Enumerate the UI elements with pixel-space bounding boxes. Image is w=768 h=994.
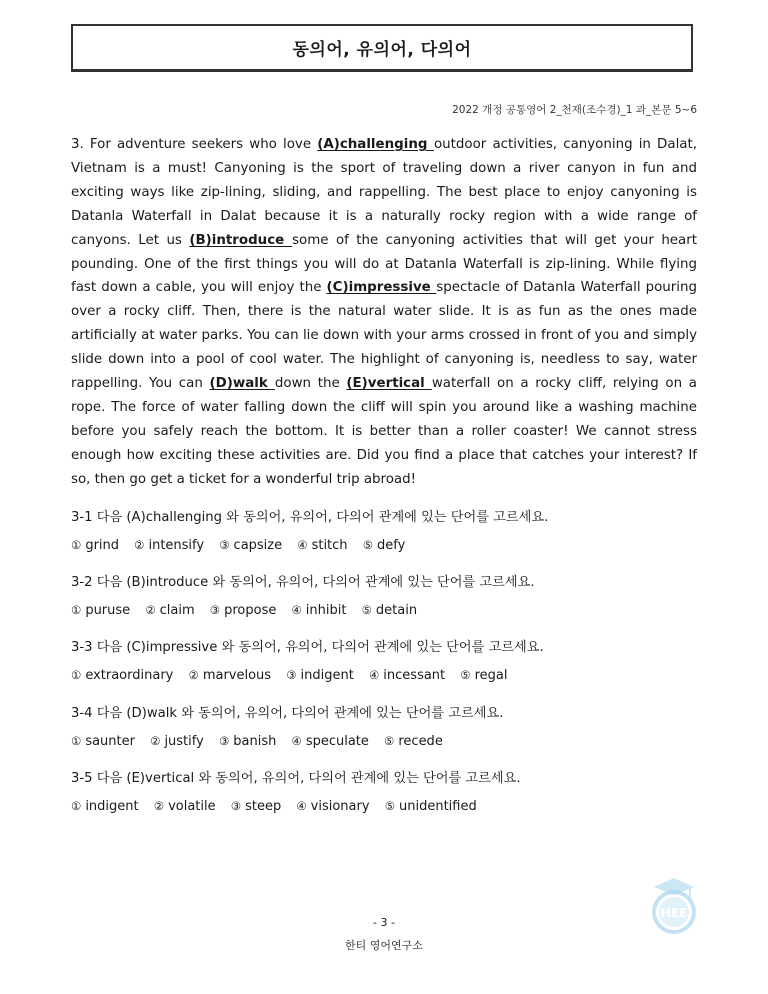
passage-text: outdoor activities, canyoning in Dalat, Vietnam is a must! Canyoning is the sport of traveling down a river canyon in fun and exciting ways like zip-lining, sliding, and rappelling. The best place to enjoy canyoning is Datanla Waterfall in Dalat because it is a naturally rocky region with a wide range of canyons. Let us — [71, 137, 698, 248]
option-4[interactable]: ④ visionary — [296, 799, 370, 814]
answer-options — [71, 664, 544, 686]
page-number: - 3 - — [373, 916, 395, 929]
question-3-4 — [71, 703, 503, 752]
passage-text: 3. For adventure seekers who love — [71, 137, 318, 152]
option-3[interactable]: ③ capsize — [219, 538, 283, 553]
question-stem: 3-1 다음 (A)challenging 와 동의어, 유의어, 다의어 관계에 있는 단어를 고르세요. — [71, 510, 549, 525]
marked-word-a: (A)challenging — [317, 137, 434, 152]
footer-org: 한티 영어연구소 — [345, 939, 423, 952]
answer-options — [71, 730, 503, 752]
option-2[interactable]: ② claim — [145, 603, 195, 618]
option-2[interactable]: ② justify — [150, 734, 204, 749]
question-3-2 — [71, 572, 535, 621]
option-4[interactable]: ④ incessant — [368, 668, 446, 683]
marked-word-e: (E)vertical — [346, 376, 432, 392]
option-5[interactable]: ⑤ unidentified — [384, 799, 477, 814]
option-2[interactable]: ② marvelous — [188, 668, 272, 683]
question-3-3 — [71, 637, 544, 686]
option-4[interactable]: ④ inhibit — [291, 603, 347, 618]
answer-options — [71, 795, 521, 817]
question-3-1 — [71, 507, 548, 556]
option-1[interactable]: ① grind — [71, 538, 120, 553]
option-1[interactable]: ① puruse — [71, 603, 131, 618]
option-1[interactable]: ① saunter — [71, 734, 135, 749]
passage-text: down the — [274, 376, 347, 392]
option-5[interactable]: ⑤ detain — [361, 603, 418, 618]
option-5[interactable]: ⑤ defy — [362, 538, 406, 553]
option-3[interactable]: ③ banish — [218, 734, 277, 749]
option-1[interactable]: ① extraordinary — [71, 668, 174, 683]
marked-word-b: (B)introduce — [189, 232, 293, 248]
marked-word-c: (C)impressive — [326, 280, 437, 296]
passage-text: spectacle of Datanla Waterfall pouring over a rocky cliff. Then, there is the natural water slide. It is as fun as the ones made artificially at water parks. You can lie down with your arms crossed in front of you and simply slide down into a pool of cool water. The highlight of canyoning is, needless to say, water rappelling. You can — [71, 280, 697, 392]
passage-text: some of the canyoning activities that will get your heart pounding. One of the first things you will do at Datanla Waterfall is zip-lining. While flying fast down a cable, you will enjoy the — [71, 232, 698, 296]
option-3[interactable]: ③ propose — [209, 603, 277, 618]
answer-options — [71, 599, 535, 621]
passage — [71, 133, 697, 492]
option-5[interactable]: ⑤ regal — [460, 668, 508, 683]
title-box — [71, 24, 693, 72]
option-2[interactable]: ② intensify — [134, 538, 205, 553]
source-label: 2022 개정 공통영어 2_천재(조수경)_1 과_본문 5~6 — [452, 104, 697, 116]
question-stem: 3-2 다음 (B)introduce 와 동의어, 유의어, 다의어 관계에 있는 단어를 고르세요. — [71, 575, 535, 590]
answer-options — [71, 534, 548, 556]
marked-word-d: (D)walk — [209, 376, 275, 392]
option-2[interactable]: ② volatile — [153, 799, 216, 814]
option-5[interactable]: ⑤ recede — [384, 734, 443, 749]
question-stem: 3-3 다음 (C)impressive 와 동의어, 유의어, 다의어 관계에 있는 단어를 고르세요. — [71, 640, 544, 655]
page-title: 동의어, 유의어, 다의어 — [292, 40, 472, 60]
passage-text: waterfall on a rocky cliff, relying on a rope. The force of water falling down the cliff will spin you around like a washing machine before you safely reach the bottom. It is better than a roller coaster! We cannot stress enough how exciting these activities are. Did you find a place that catches your interest? If so, then go get a ticket for a wonderful trip abroad! — [71, 376, 697, 487]
option-4[interactable]: ④ speculate — [291, 734, 369, 749]
question-3-5 — [71, 768, 521, 817]
option-4[interactable]: ④ stitch — [297, 538, 348, 553]
question-stem: 3-4 다음 (D)walk 와 동의어, 유의어, 다의어 관계에 있는 단어를 고르세요. — [71, 706, 504, 721]
option-3[interactable]: ③ indigent — [286, 668, 354, 683]
option-1[interactable]: ① indigent — [71, 799, 139, 814]
option-3[interactable]: ③ steep — [230, 799, 282, 814]
question-stem: 3-5 다음 (E)vertical 와 동의어, 유의어, 다의어 관계에 있는 단어를 고르세요. — [71, 771, 521, 786]
logo-text: HEE — [660, 906, 688, 920]
